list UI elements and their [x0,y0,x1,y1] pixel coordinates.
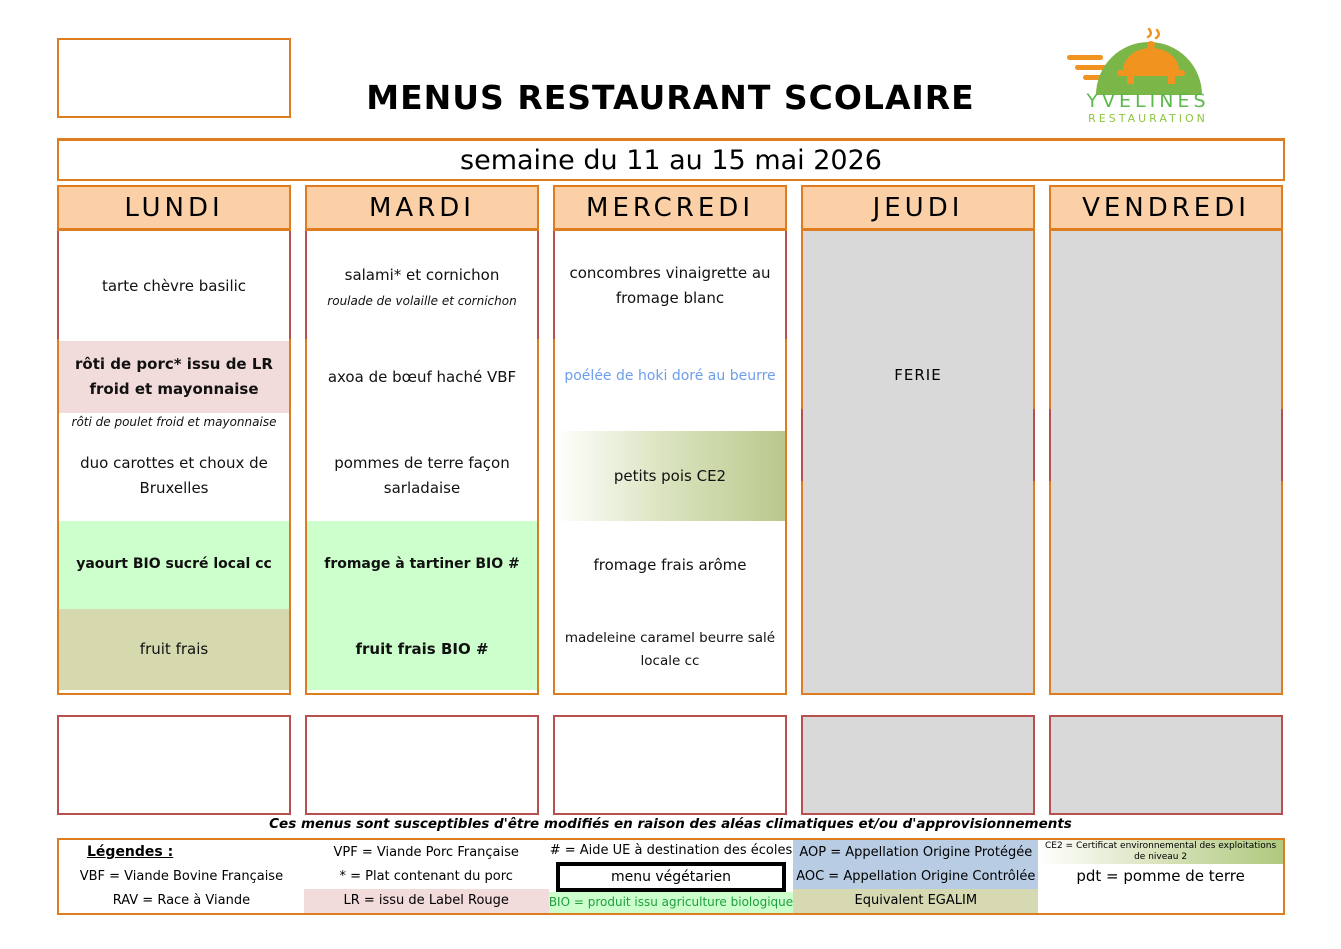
divider [289,231,291,339]
legend-vpf: VPF = Viande Porc Française [333,844,519,860]
day-header-mercredi: MERCREDI [553,185,787,230]
divider [1049,409,1051,481]
day-body-mardi [305,230,539,695]
day-body-mercredi [553,230,787,695]
week-banner [57,138,1285,181]
note-box-jeudi [801,715,1035,815]
divider [537,231,539,339]
menu-cell-side: duo carottes et choux de Bruxelles [80,454,268,497]
menu-cell-dessert: madeleine caramel beurre salé locale cc [564,630,776,669]
legend-heading: Légendes : [87,844,174,861]
menu-cell-dairy: fromage frais arôme [593,555,747,574]
menu-cell-dairy: fromage à tartiner BIO # [307,521,537,609]
legend-empty [1038,889,1283,913]
note-box-mercredi [553,715,787,815]
menu-cell-side: pommes de terre façon sarladaise [334,454,510,497]
divider [1281,409,1283,481]
legend-aide-ue: # = Aide UE à destination des écoles [549,843,793,859]
day-body-lundi [57,230,291,695]
divider [553,231,555,339]
day-body-vendredi [1049,230,1283,695]
legend-bio: BIO = produit issu agriculture biologique [549,892,794,914]
menu-cell-dessert: fruit frais [59,609,289,690]
week-label: semaine du 11 au 15 mai 2026 [460,144,882,176]
legend-col-2 [304,840,549,913]
yvelines-logo [1063,28,1233,125]
divider [1033,409,1035,481]
menu-cell-main-alt: rôti de poulet froid et mayonnaise [71,414,277,429]
legend-rav: RAV = Race à Viande [112,893,251,909]
logo-name: YVELINES [1086,90,1210,112]
menu-cell-spacer [307,413,537,431]
day-header-lundi: LUNDI [57,185,291,230]
menu-cell-entree [307,231,537,341]
menu-cell-side: petits pois CE2 [555,431,785,521]
divider [57,231,59,339]
day-column-lundi [57,185,291,695]
day-header-mardi: MARDI [305,185,539,230]
divider [801,409,803,481]
disclaimer-text: Ces menus sont susceptibles d'être modifiés en raison des aléas climatiques et/ou d'approvisionnements [269,816,1072,832]
legend-pdt: pdt = pomme de terre [1076,867,1245,886]
legend-col-5 [1038,840,1283,913]
menu-cell-main: axoa de bœuf haché VBF [327,367,517,386]
menu-cell-dessert: fruit frais BIO # [307,609,537,690]
legend-vegetarien-row [549,862,794,892]
legend-aoc: AOC = Appellation Origine Contrôlée [796,868,1036,884]
entree-alt-text: roulade de volaille et cornichon [327,294,517,309]
vegetarian-menu-badge: menu végétarien [556,862,786,892]
day-column-mercredi [553,185,787,695]
menu-cell-entree: concombres vinaigrette au fromage blanc [569,264,771,307]
cloche-dome-icon [1063,28,1233,98]
legend-aop: AOP = Appellation Origine Protégée [799,844,1033,860]
holiday-note: FERIE [894,366,942,384]
day-header-vendredi: VENDREDI [1049,185,1283,230]
legend-lr: LR = issu de Label Rouge [304,889,549,913]
legend-porc: * = Plat contenant du porc [339,868,513,884]
day-body-jeudi [801,230,1035,695]
legend-col-3 [549,840,794,913]
divider [785,231,787,339]
note-box-mardi [305,715,539,815]
day-column-mardi [305,185,539,695]
menu-cell-entree: tarte chèvre basilic [101,276,247,295]
entree-text: salami* et cornichon [344,266,500,285]
divider [305,231,307,339]
legend-col-4 [793,840,1038,913]
menu-cell-main: rôti de porc* issu de LR froid et mayonnaise [59,341,289,413]
legend-egalim: Equivalent EGALIM [793,889,1038,913]
note-box-vendredi [1049,715,1283,815]
note-box-lundi [57,715,291,815]
day-column-jeudi [801,185,1035,695]
menu-cell-dairy: yaourt BIO sucré local cc [59,521,289,609]
legend-ce2: CE2 = Certificat environnemental des exploitations de niveau 2 [1038,840,1283,864]
menu-cell-main: poélée de hoki doré au beurre [564,368,776,385]
page-title: MENUS RESTAURANT SCOLAIRE [366,78,975,117]
logo-subname: RESTAURATION [1088,112,1208,125]
legend-table [57,838,1285,915]
menu-cell-spacer [555,413,785,431]
legend-vbf: VBF = Viande Bovine Française [79,868,284,884]
legend-col-1 [59,840,304,913]
day-header-jeudi: JEUDI [801,185,1035,230]
day-column-vendredi [1049,185,1283,695]
